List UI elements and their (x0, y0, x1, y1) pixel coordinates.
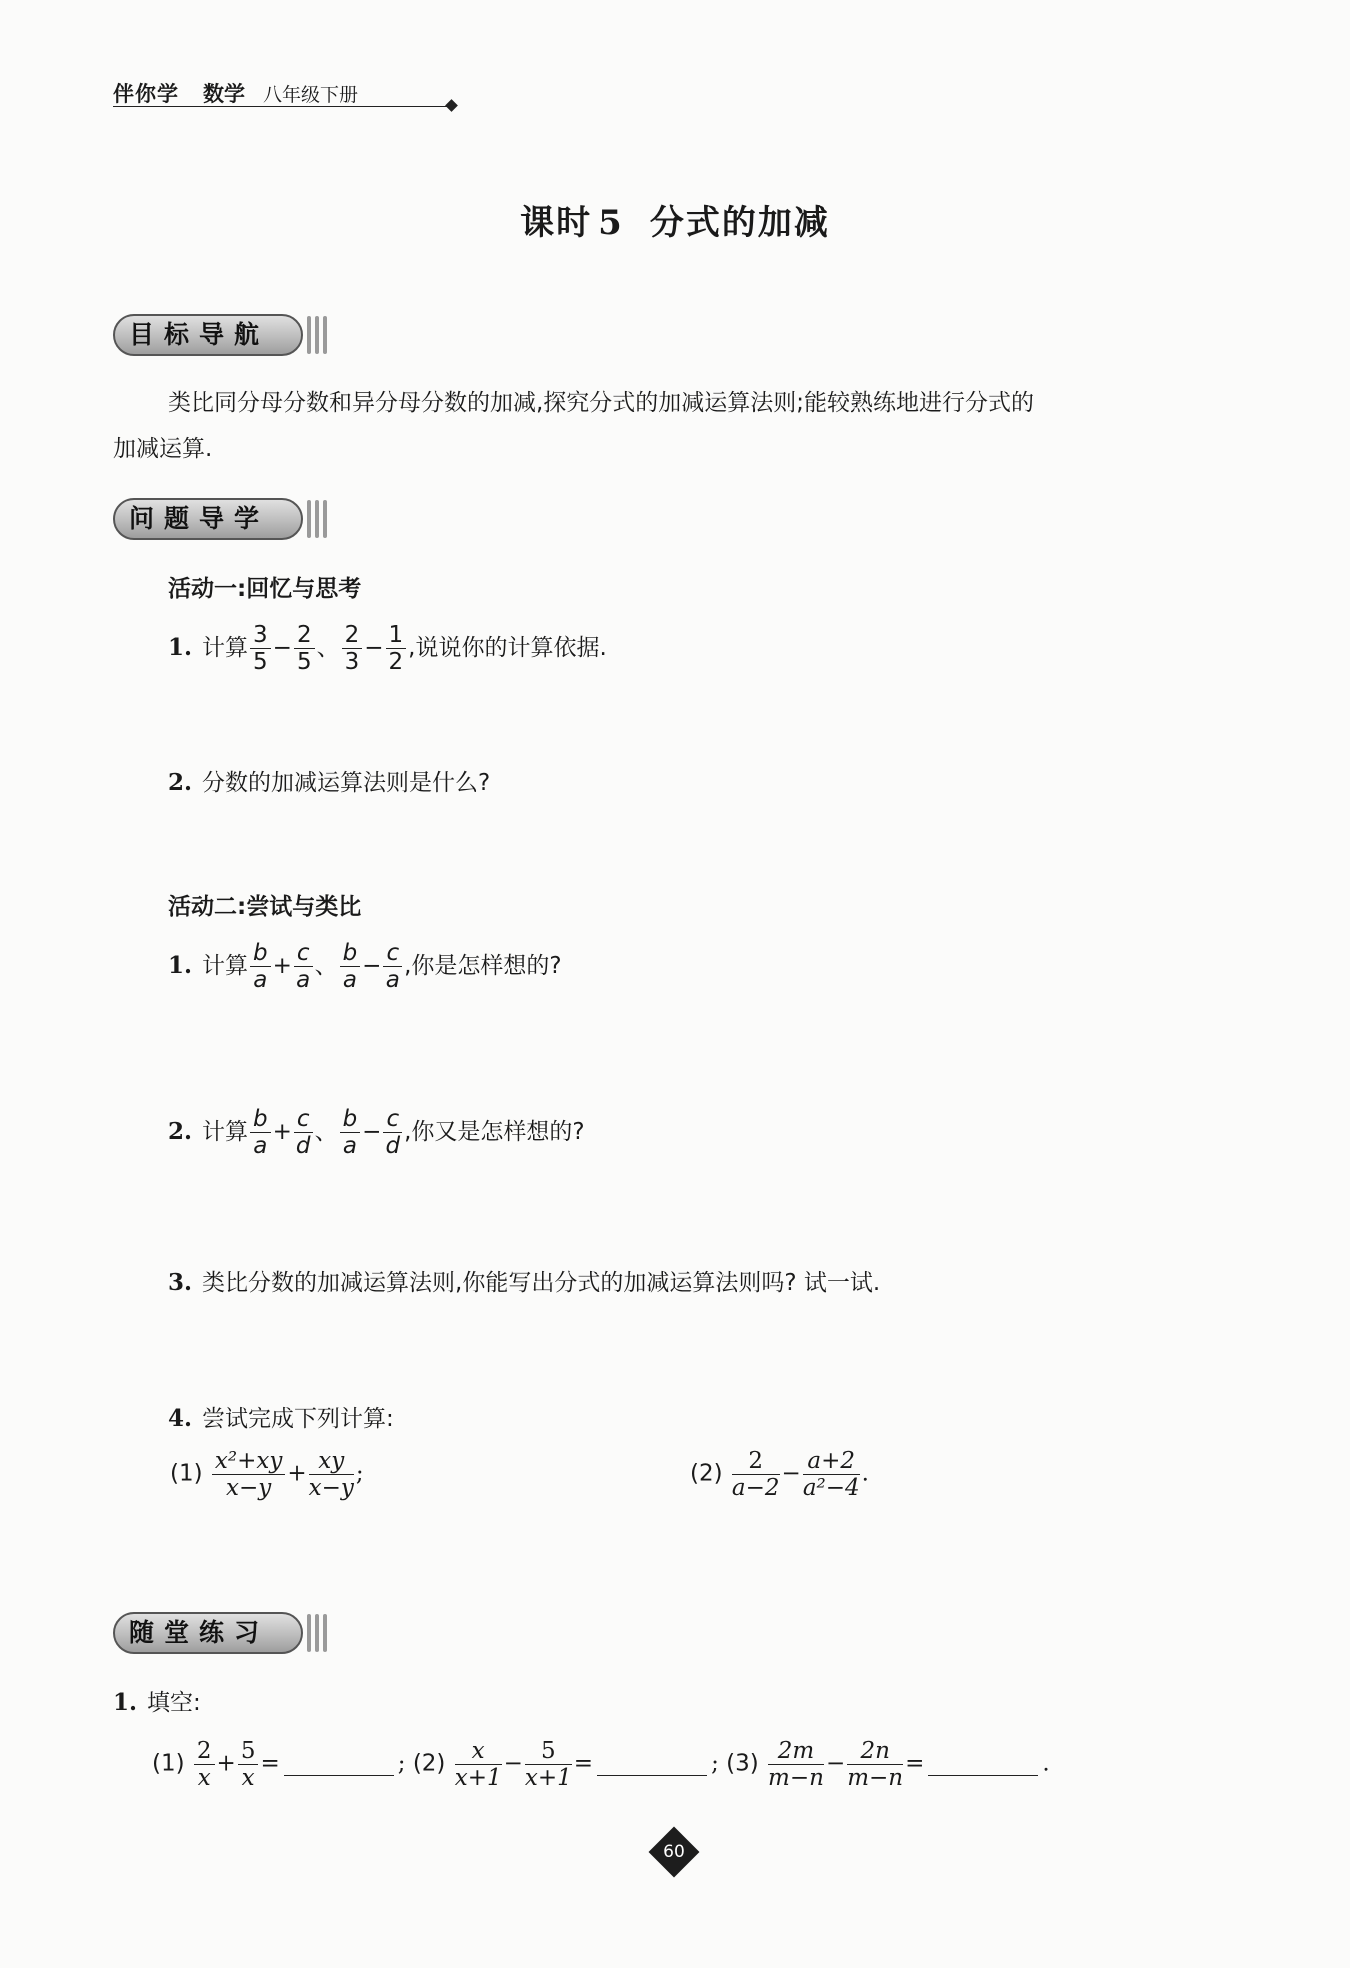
activity2-question-1: 1. 计算 $\frac{b}{a}$ + $\frac{c}{a}$ 、 $\frac{b}{a}$ − $\frac{c}{a}$ ,你是怎样想的? (168, 940, 562, 993)
badge-stripe (307, 1614, 311, 1652)
practice-badge-label: 随堂练习 (113, 1612, 303, 1654)
practice-fill-in-row: (1) $\frac{2}{x}$ + $\frac{5}{x}$ = ; (2) $\frac{x}{x+1}$ − $\frac{5}{x+1}$ = ; (3) $\frac{2m}{m-n}$ − $\frac{2n}{m-n}$ = . (152, 1738, 1050, 1791)
header-brand: 伴你学 (113, 82, 179, 106)
fraction: $\frac{c}{d}$ (294, 1106, 313, 1159)
activity1-question-2: 2. 分数的加减运算法则是什么? (168, 769, 491, 796)
page-title (0, 195, 1350, 244)
fraction: $\frac{x}{x+1}$ (454, 1738, 502, 1791)
fraction: $\frac{c}{a}$ (383, 940, 402, 993)
answer-blank[interactable] (284, 1753, 394, 1776)
page-number-badge (652, 1830, 696, 1874)
fraction: $\frac{c}{d}$ (383, 1106, 402, 1159)
fraction: $\frac{b}{a}$ (340, 1106, 361, 1159)
goal-text-line1: 类比同分母分数和异分母分数的加减,探究分式的加减运算法则;能较熟练地进行分式的 (168, 390, 1035, 416)
badge-stripe (315, 316, 319, 354)
running-header (113, 78, 455, 107)
activity2-question-3: 3. 类比分数的加减运算法则,你能写出分式的加减运算法则吗? 试一试. (168, 1269, 881, 1296)
badge-stripe (323, 1614, 327, 1652)
activity1-title: 活动一:回忆与思考 (168, 576, 362, 602)
fraction: $\frac{2}{a-2}$ (731, 1448, 780, 1501)
fraction: $\frac{5}{x+1}$ (524, 1738, 572, 1791)
fraction: $\frac{2n}{m-n}$ (847, 1738, 904, 1791)
fraction: $\frac{\text{x²+xy}}{x-y}$ (212, 1448, 285, 1501)
fraction: $\frac{xy}{x-y}$ (308, 1448, 354, 1501)
header-grade: 八年级下册 (263, 84, 359, 106)
fraction: $\frac{b}{a}$ (340, 940, 361, 993)
title-number: 5 (598, 203, 624, 243)
header-subject: 数学 (203, 82, 245, 106)
badge-stripe (323, 316, 327, 354)
activity2-title: 活动二:尝试与类比 (168, 894, 362, 920)
page-number: 60 (663, 1842, 685, 1862)
badge-stripe (323, 500, 327, 538)
fraction: $\frac{1}{2}$ (386, 622, 407, 675)
activity1-question-1: 1. 计算 $\frac{3}{5}$ − $\frac{2}{5}$ 、 $\frac{2}{3}$ − $\frac{1}{2}$ ,说说你的计算依据. (168, 622, 607, 675)
badge-stripe (307, 316, 311, 354)
fraction: $\frac{a+2}{\text{a²−4}}$ (802, 1448, 860, 1501)
fraction: $\frac{2}{5}$ (294, 622, 315, 675)
title-topic: 分式的加减 (649, 203, 830, 243)
badge-stripe (315, 500, 319, 538)
fraction: $\frac{b}{a}$ (250, 1106, 271, 1159)
fraction: $\frac{3}{5}$ (250, 622, 271, 675)
fraction: $\frac{2}{3}$ (342, 622, 363, 675)
guide-badge-label: 问题导学 (113, 498, 303, 540)
answer-blank[interactable] (597, 1753, 707, 1776)
fraction: $\frac{2}{x}$ (194, 1738, 215, 1791)
activity2-subquestion-1: (1) $\frac{\text{x²+xy}}{x-y}$ + $\frac{xy}{x-y}$ ; (170, 1448, 364, 1501)
goal-badge-label: 目标导航 (113, 314, 303, 356)
activity2-subquestion-2: (2) $\frac{2}{a-2}$ − $\frac{a+2}{\text{a²−4}}$ . (690, 1448, 869, 1501)
practice-question-1: 1. 填空: (113, 1689, 201, 1716)
badge-stripe (315, 1614, 319, 1652)
answer-blank[interactable] (928, 1753, 1038, 1776)
fraction: $\frac{b}{a}$ (250, 940, 271, 993)
title-lesson: 课时 (520, 203, 593, 243)
fraction: $\frac{5}{x}$ (238, 1738, 259, 1791)
fraction: $\frac{c}{a}$ (294, 940, 313, 993)
fraction: $\frac{2m}{m-n}$ (768, 1738, 824, 1791)
goal-text-line2: 加减运算. (113, 436, 213, 462)
activity2-question-4: 4. 尝试完成下列计算: (168, 1405, 394, 1432)
activity2-question-2: 2. 计算 $\frac{b}{a}$ + $\frac{c}{d}$ 、 $\frac{b}{a}$ − $\frac{c}{d}$ ,你又是怎样想的? (168, 1106, 585, 1159)
badge-stripe (307, 500, 311, 538)
